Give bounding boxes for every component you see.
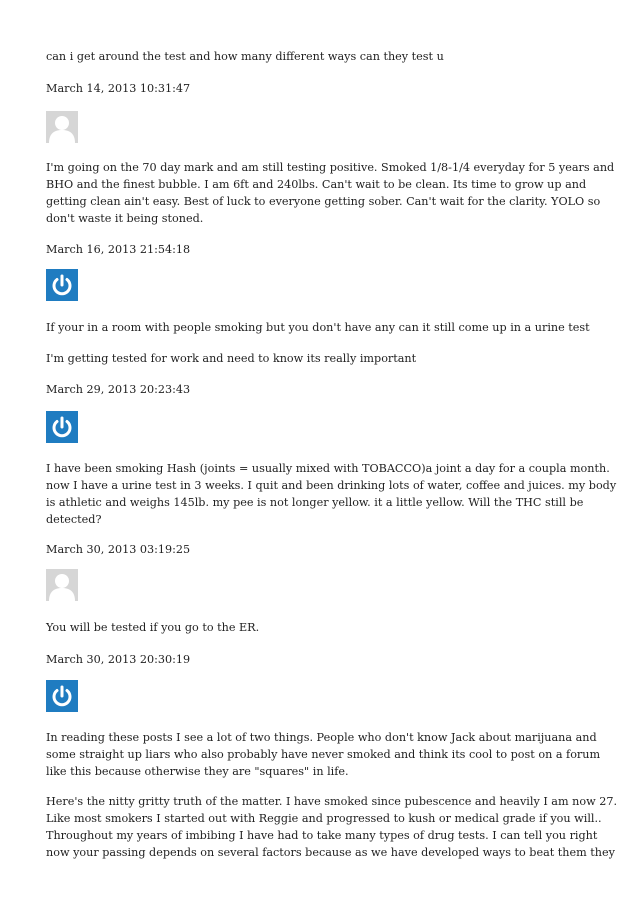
comment-text-line: In reading these posts I see a lot of two things. People who don't know Jack about marijuana and [46,731,597,744]
comment-text-line: can i get around the test and how many different ways can they test u [46,50,444,63]
generic-user-icon [46,569,78,601]
comment-text-line: don't waste it being stoned. [46,212,204,225]
comment-text-line: like this because otherwise they are "squares" in life. [46,765,349,778]
comment-text-line: some straight up liars who also probably have never smoked and think its cool to post on a forum [46,748,601,761]
comment-text-line: detected? [46,513,102,526]
power-icon [46,411,78,443]
comment-text-line: Here's the nitty gritty truth of the matter. I have smoked since pubescence and heavily I am now 27. [46,795,617,808]
generic-user-icon [46,111,78,143]
comment-timestamp: March 29, 2013 20:23:43 [46,383,191,396]
comment-timestamp: March 30, 2013 03:19:25 [46,543,191,556]
comment-text-line: now I have a urine test in 3 weeks. I quit and been drinking lots of water, coffee and juices. my body [46,479,617,492]
comment-text-line: getting clean ain't easy. Best of luck to everyone getting sober. Can't wait for the clarity. YOLO so [46,195,601,208]
comment-text-line: If your in a room with people smoking but you don't have any can it still come up in a urine test [46,321,590,334]
comment-text-line: Like most smokers I started out with Reggie and progressed to kush or medical grade if you will.. [46,812,602,825]
comment-text-line: I'm getting tested for work and need to know its really important [46,352,417,365]
comment-timestamp: March 14, 2013 10:31:47 [46,82,191,95]
comment-timestamp: March 16, 2013 21:54:18 [46,243,191,256]
comment-text-line: BHO and the finest bubble. I am 6ft and 240lbs. Can't wait to be clean. Its time to grow up and [46,178,587,191]
comment-text-line: I have been smoking Hash (joints = usually mixed with TOBACCO)a joint a day for a coupla month. [46,462,610,475]
comment-timestamp: March 30, 2013 20:30:19 [46,653,191,666]
comment-text-line: now your passing depends on several factors because as we have developed ways to beat them they [46,846,615,859]
power-icon [46,269,78,301]
comment-text-line: Throughout my years of imbibing I have had to take many types of drug tests. I can tell you right [46,829,598,842]
comment-text-line: You will be tested if you go to the ER. [46,621,260,634]
comment-text-line: I'm going on the 70 day mark and am still testing positive. Smoked 1/8-1/4 everyday for 5 years and [46,161,615,174]
power-icon [46,680,78,712]
comment-text-line: is athletic and weighs 145lb. my pee is not longer yellow. it a little yellow. Will the THC still be [46,496,584,509]
